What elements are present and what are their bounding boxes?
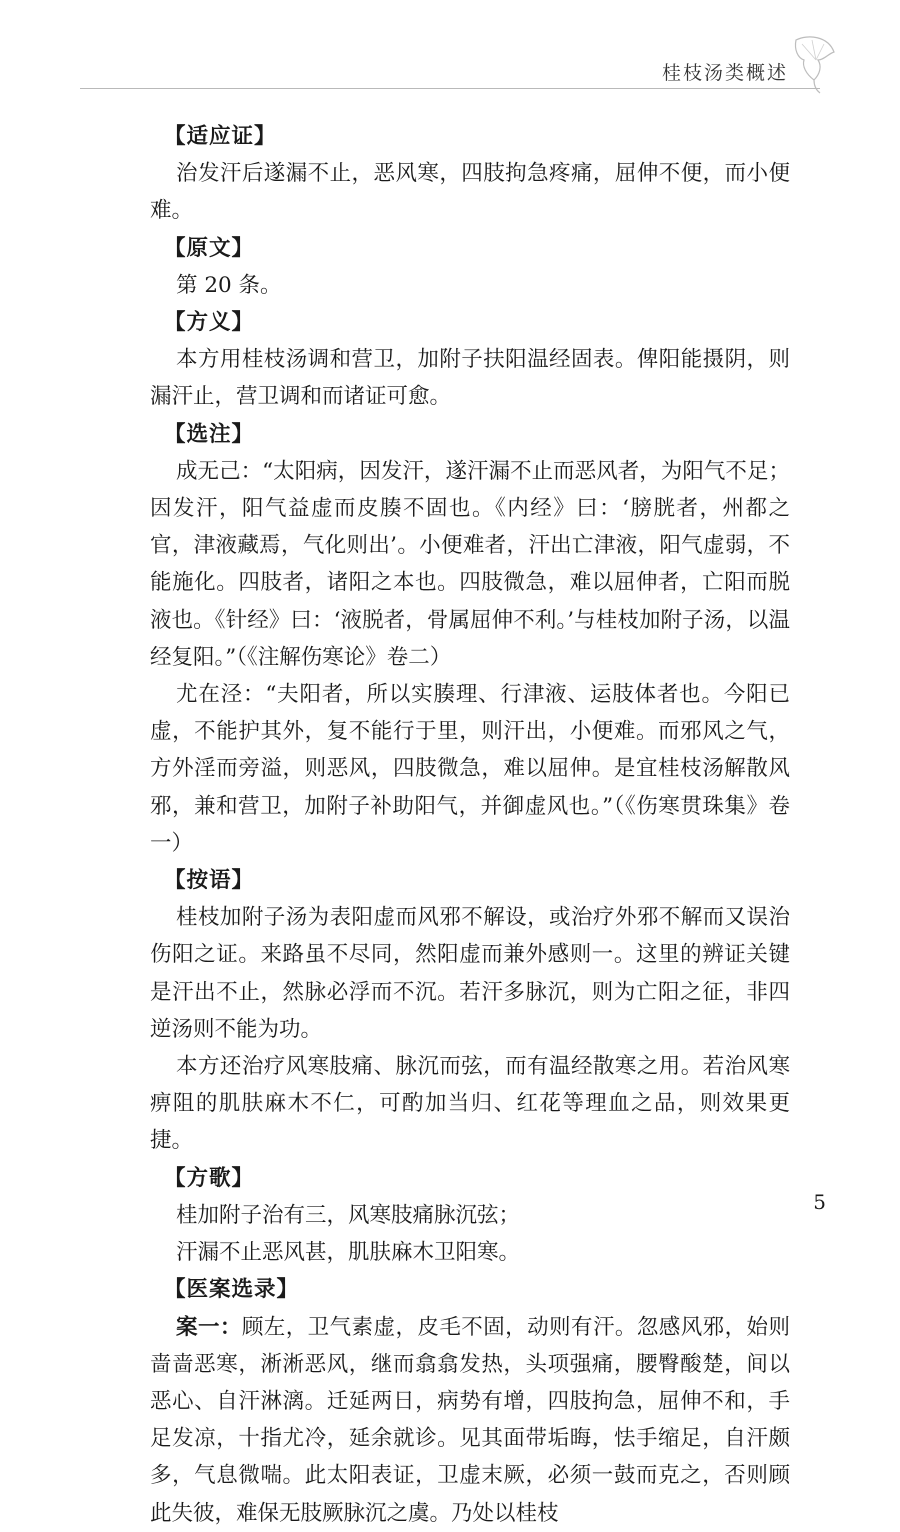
case-1-label: 案一： [176,1314,242,1340]
song-line-2: 汗漏不止恶风甚，肌肤麻木卫阳寒。 [176,1240,521,1266]
section-title-original: 【原文】 [164,235,255,261]
comment-paragraph-2: 本方还治疗风寒肢痛、脉沉而弦，而有温经散寒之用。若治风寒痹阻的肌肤麻木不仁，可酌加当归、红花等理血之品，则效果更捷。 [150,1054,790,1154]
section-title-comment: 【按语】 [164,868,255,894]
section-title-meaning: 【方义】 [164,310,255,336]
indication-text: 治发汗后遂漏不止，恶风寒，四肢拘急疼痛，屈伸不便，而小便难。 [150,161,790,224]
ginkgo-leaf-icon [788,30,838,94]
running-header-title: 桂枝汤类概述 [661,62,788,84]
page-header [0,0,900,100]
song-line-1: 桂加附子治有三，风寒肢痛脉沉弦； [176,1202,521,1228]
case-1-text: 顾左，卫气素虚，皮毛不固，动则有汗。忽感风邪，始则啬啬恶寒，淅淅恶风，继而翕翕发热，头项强痛，腰臀酸楚，间以恶心、自汗淋漓。迁延两日，病势有增，四肢拘急，屈伸不和，手足发凉，十指尤冷，延余就诊。见其面带垢晦，怯手缩足，自汗颇多，气息微喘。此太阳表证，卫虚末厥，必须一鼓而克之，否则顾此失彼，难保无肢厥脉沉之虞。乃处以桂枝 [150,1314,790,1526]
notes-paragraph-1: 成无己：“太阳病，因发汗，遂汗漏不止而恶风者，为阳气不足；因发汗，阳气益虚而皮腠不固也。《内经》曰：‘膀胱者，州都之官，津液藏焉，气化则出’。小便难者，汗出亡津液，阳气虚弱，不能施化。四肢者，诸阳之本也。四肢微急，难以屈伸者，亡阳而脱液也。《针经》曰：‘液脱者，骨属屈伸不利。’与桂枝加附子汤，以温经复阳。”（《注解伤寒论》卷二） [150,458,790,670]
case-1-paragraph [150,1309,790,1532]
section-title-indication: 【适应证】 [164,124,277,149]
header-rule [80,88,820,89]
notes-paragraph-2: 尤在泾：“夫阳者，所以实腠理、行津液、运肢体者也。今阳已虚，不能护其外，复不能行于里，则汗出，小便难。而邪风之气，方外淫而旁溢，则恶风，四肢微急，难以屈伸。是宜桂枝汤解散风邪，兼和营卫，加附子补助阳气，并御虚风也。”（《伤寒贯珠集》卷一） [150,682,790,856]
meaning-text: 本方用桂枝汤调和营卫，加附子扶阳温经固表。俾阳能摄阴，则漏汗止，营卫调和而诸证可愈。 [150,347,790,410]
page-number: 5 [813,1190,826,1214]
main-text [150,118,790,1532]
comment-paragraph-1: 桂枝加附子汤为表阳虚而风邪不解设，或治疗外邪不解而又误治伤阳之证。来路虽不尽同，然阳虚而兼外感则一。这里的辨证关键是汗出不止，然脉必浮而不沉。若汗多脉沉，则为亡阳之征，非四逆汤则不能为功。 [150,905,790,1042]
original-text: 第 20 条。 [176,272,282,298]
section-title-cases: 【医案选录】 [164,1277,300,1303]
section-title-song: 【方歌】 [164,1165,255,1191]
section-title-notes: 【选注】 [164,421,255,447]
